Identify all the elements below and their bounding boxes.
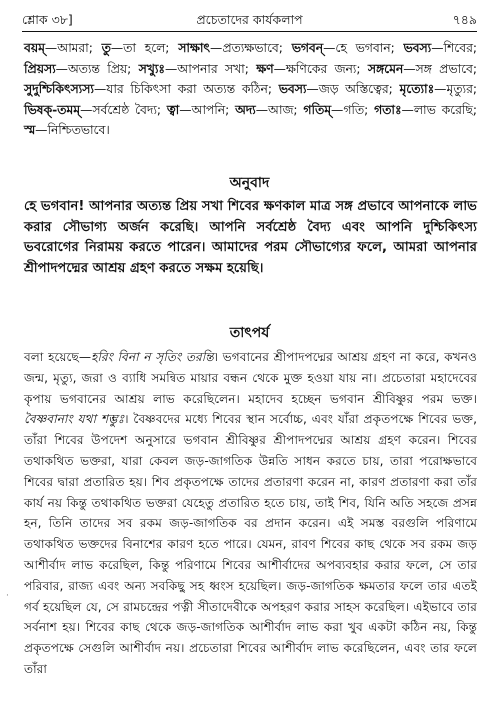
synonym-meaning: সঙ্গ প্রভাবে;	[415, 61, 477, 76]
synonym-meaning: মৃত্যুর;	[446, 82, 477, 96]
synonym-term: ভগবন্	[291, 41, 324, 55]
synonym-term: ভিষক্-তমম্	[24, 102, 81, 117]
chapter-title: প্রচেতাদের কার্যকলাপ	[196, 12, 303, 27]
page-number: ৭৪৯	[452, 12, 477, 27]
synonym-meaning: লাভ করেছি;	[413, 102, 477, 117]
synonym-term: অদ্য	[235, 102, 256, 117]
synonym-meaning: ক্ষণিকের জন্য;	[285, 61, 368, 76]
margin-mark: ·	[6, 591, 9, 601]
synonym-meaning: প্রত্যক্ষভাবে;	[222, 41, 292, 55]
purport-quote: বৈষ্ণবানাং যথা শম্ভুঃ	[24, 412, 125, 427]
synonym-term: গতিম্	[303, 102, 332, 117]
synonym-meaning: সর্বশ্রেষ্ঠ বৈদ্য;	[92, 102, 167, 117]
synonym-meaning: তা হলে;	[123, 41, 179, 55]
synonym-term: সখ্যুঃ	[138, 61, 165, 76]
synonym-meaning: আমরা;	[57, 41, 102, 55]
header-divider	[22, 31, 477, 32]
purport-heading: তাৎপর্য	[229, 325, 270, 341]
synonym-term: স্ম	[24, 123, 36, 137]
synonym-meaning: গতি;	[343, 102, 375, 117]
purport-segment: বলা হয়েছে—	[24, 350, 92, 364]
translation-heading: অনুবাদ	[229, 175, 270, 191]
synonym-term: ক্ষণ	[256, 61, 274, 76]
purport-quote: হরিং বিনা ন সৃতিং তরন্তি	[91, 350, 214, 364]
synonym-term: ত্বা	[166, 102, 180, 117]
purport-segment: । ভগবানের শ্রীপাদপদ্মের আশ্রয় গ্রহণ না করে, কখনও জন্ম, মৃত্যু, জরা ও ব্যাধি সমন্বিত মায়ার বন্ধন থেকে মুক্ত হওয়া যায় না। প্রচেতারা মহাদেবের কৃপায় ভগবানের আশ্রয় লাভ করেছিলেন। মহাদেব হচ্ছেন ভগবান শ্রীবিষ্ণুর পরম ভক্ত।	[24, 350, 477, 406]
synonym-term: প্রিয়স্য	[24, 61, 56, 76]
synonym-term: গতাঃ	[374, 102, 402, 117]
synonym-term: সঙ্গমেন	[367, 61, 404, 76]
synonym-meaning: আপনার সখা;	[177, 61, 257, 76]
synonym-term: মৃত্যোঃ	[399, 82, 435, 96]
synonyms-paragraph: বয়ম্—আমরা; তু—তা হলে; সাক্ষাৎ—প্রত্যক্ষভাবে; ভগবন্—হে ভগবান; ভবস্য—শিবের; প্রিয়স্য—অত্যন্ত প্রিয়; সখ্যুঃ—আপনার সখা; ক্ষণ—ক্ষণিকের জন্য; সঙ্গমেন—সঙ্গ প্রভাবে; সুদুশ্চিকিৎস্যস্য—যার চিকিৎসা করা অত্যন্ত কঠিন; ভবস্য—জড় অস্তিত্বের; মৃত্যোঃ—মৃত্যুর; ভিষক্-তমম্—সর্বশ্রেষ্ঠ বৈদ্য; ত্বা—আপনি; অদ্য—আজ; গতিম্—গতি; গতাঃ—লাভ করেছি; স্ম—নিশ্চিতভাবে।	[24, 41, 477, 137]
translation-text: হে ভগবান! আপনার অত্যন্ত প্রিয় সখা শিবের ক্ষণকাল মাত্র সঙ্গ প্রভাবে আপনাকে লাভ করার সৌভাগ্য অর্জন করেছি। আপনি সর্বশ্রেষ্ঠ বৈদ্য এবং আপনি দুশ্চিকিৎস্য ভবরোগের নিরাময় করতে পারেন। আমাদের পরম সৌভাগ্যের ফলে, আমরা আপনার শ্রীপাদপদ্মের আশ্রয় গ্রহণ করতে সক্ষম হয়েছি।	[24, 199, 477, 276]
synonym-meaning: শিবের;	[443, 41, 477, 55]
verse-reference: শ্লোক ৩৮]	[22, 12, 73, 27]
synonym-meaning: নিশ্চিতভাবে।	[47, 123, 110, 137]
synonym-meaning: অত্যন্ত প্রিয়;	[67, 61, 139, 76]
synonym-term: ভবস্য	[278, 82, 307, 96]
synonym-term: সুদুশ্চিকিৎস্যস্য	[24, 82, 94, 96]
synonym-term: তু	[101, 41, 111, 55]
purport-text	[24, 347, 477, 680]
purport-segment: । বৈষ্ণবদের মধ্যে শিবের স্থান সর্বোচ্চ, এবং যাঁরা প্রকৃতপক্ষে শিবের ভক্ত, তাঁরা শিবের উপদেশ অনুসারে ভগবান শ্রীবিষ্ণুর শ্রীপাদপদ্মের আশ্রয় গ্রহণ করেন। শিবের তথাকথিত ভক্তরা, যারা কেবল জড়-জাগতিক উন্নতি সাধন করতে চায়, তারা পরোক্ষভাবে শিবের দ্বারা প্রতারিত হয়। শিব প্রকৃতপক্ষে তাদের প্রতারণা করেন না, কারণ প্রতারণা করা তাঁর কার্য নয় কিন্তু তথাকথিত ভক্তরা যেহেতু প্রতারিত হতে চায়, তাই শিব, যিনি অতি সহজে প্রসন্ন হন, তিনি তাদের সব রকম জড়-জাগতিক বর প্রদান করেন। এই সমস্ত বরগুলি পরিণামে তথাকথিত ভক্তদের বিনাশের কারণ হতে পারে। যেমন, রাবণ শিবের কাছ থেকে সব রকম জড় আশীর্বাদ লাভ করেছিল, কিন্তু পরিণামে শিবের আশীর্বাদের অপব্যবহার করার ফলে, সে তার পরিবার, রাজ্য এবং অন্য সবকিছু সহ ধ্বংস হয়েছিল। জড়-জাগতিক ক্ষমতার ফলে তার এতই গর্ব হয়েছিল যে, সে রামচন্দ্রের পত্নী সীতাদেবীকে অপহরণ করার সাহস করেছিল। এইভাবে তার সর্বনাশ হয়। শিবের কাছ থেকে জড়-জাগতিক আশীর্বাদ লাভ করা খুব একটা কঠিন নয়, কিন্তু প্রকৃতপক্ষে সেগুলি আশীর্বাদ নয়। প্রচেতারা শিবের আশীর্বাদ লাভ করেছিলেন, এবং তার ফলে তাঁরা	[24, 412, 477, 676]
page-header	[22, 8, 477, 32]
synonym-term: বয়ম্	[24, 41, 45, 55]
synonym-meaning: আপনি;	[191, 102, 236, 117]
synonym-term: ভবস্য	[403, 41, 432, 55]
synonym-meaning: হে ভগবান;	[335, 41, 404, 55]
synonym-meaning: আজ;	[268, 102, 304, 117]
synonym-term: সাক্ষাৎ	[178, 41, 211, 55]
synonym-meaning: যার চিকিৎসা করা অত্যন্ত কঠিন;	[106, 82, 279, 96]
synonym-meaning: জড় অস্তিত্বের;	[318, 82, 400, 96]
